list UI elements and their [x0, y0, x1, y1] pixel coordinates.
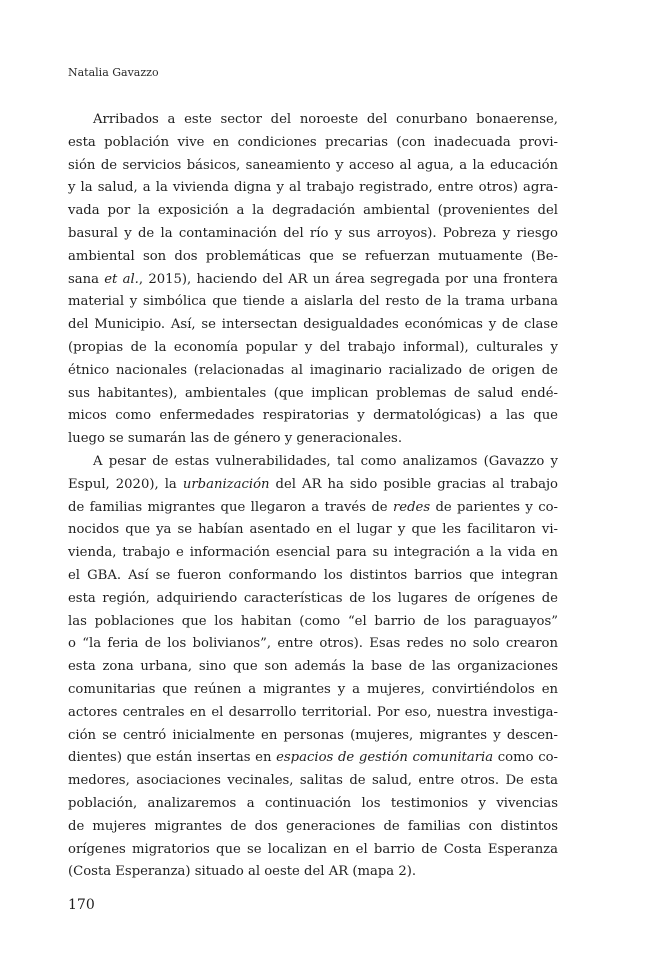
text-line: ción se centró inicialmente en personas (mujeres, migrantes y descen-	[68, 727, 558, 743]
text-line: ambiental son dos problemáticas que se refuerzan mutuamente (Be-	[68, 248, 558, 264]
paragraph-1	[68, 109, 558, 451]
text-line: (propias de la economía popular y del trabajo informal), culturales y	[68, 339, 558, 355]
text-line: de mujeres migrantes de dos generaciones de familias con distintos	[68, 818, 558, 834]
text-line: sana et al., 2015), haciendo del AR un área segregada por una frontera	[68, 271, 558, 287]
text-line: sus habitantes), ambientales (que implican problemas de salud endé-	[68, 385, 558, 401]
page-number: 170	[68, 897, 95, 913]
text-line: las poblaciones que los habitan (como “el barrio de los paraguayos”	[68, 613, 558, 629]
text-line: esta zona urbana, sino que son además la base de las organizaciones	[68, 659, 558, 675]
emphasis: et al.	[104, 271, 139, 287]
text-line: el GBA. Así se fueron conformando los distintos barrios que integran	[68, 567, 558, 583]
text-line: (Costa Esperanza) situado al oeste del AR (mapa 2).	[68, 864, 417, 880]
text-line: del Municipio. Así, se intersectan desigualdades económicas y de clase	[68, 317, 558, 333]
text-line: nocidos que ya se habían asentado en el lugar y que les facilitaron vi-	[68, 522, 558, 538]
text-line: esta región, adquiriendo características de los lugares de orígenes de	[68, 590, 558, 606]
text-line: de familias migrantes que llegaron a través de redes de parientes y co-	[68, 499, 559, 515]
text-line: material y simbólica que tiende a aislarla del resto de la trama urbana	[68, 294, 558, 310]
text-line: étnico nacionales (relacionadas al imaginario racializado de origen de	[68, 362, 558, 378]
text-line: actores centrales en el desarrollo territorial. Por eso, nuestra investiga-	[68, 704, 558, 720]
text-line: Espul, 2020), la urbanización del AR ha sido posible gracias al trabajo	[68, 476, 559, 492]
text-line: basural y de la contaminación del río y sus arroyos). Pobreza y riesgo	[68, 225, 558, 241]
text-line: población, analizaremos a continuación los testimonios y vivencias	[68, 795, 558, 811]
text-line: vada por la exposición a la degradación ambiental (provenientes del	[68, 203, 558, 219]
text-line: A pesar de estas vulnerabilidades, tal como analizamos (Gavazzo y	[93, 453, 558, 469]
text-line: esta población vive en condiciones precarias (con inadecuada provi-	[68, 134, 558, 150]
emphasis: urbanización	[182, 476, 270, 492]
text-line: dientes) que están insertas en espacios de gestión comunitaria como co-	[68, 750, 559, 766]
text-line: y la salud, a la vivienda digna y al trabajo registrado, entre otros) agra-	[68, 180, 558, 196]
text-line: sión de servicios básicos, saneamiento y acceso al agua, a la educación	[68, 157, 558, 173]
text-line: medores, asociaciones vecinales, salitas de salud, entre otros. De esta	[68, 773, 558, 789]
text-line: luego se sumarán las de género y generacionales.	[68, 431, 403, 447]
body-text	[68, 109, 558, 884]
running-header-author: Natalia Gavazzo	[68, 66, 159, 79]
emphasis: espacios de gestión comunitaria	[276, 750, 494, 766]
text-line: micos como enfermedades respiratorias y dermatológicas) a las que	[68, 408, 558, 424]
text-line: o “la feria de los bolivianos”, entre otros). Esas redes no solo crearon	[68, 636, 558, 652]
text-line: comunitarias que reúnen a migrantes y a mujeres, convirtiéndolos en	[68, 681, 558, 697]
text-line: vienda, trabajo e información esencial para su integración a la vida en	[68, 545, 558, 561]
emphasis: redes	[392, 499, 431, 515]
text-line: orígenes migratorios que se localizan en el barrio de Costa Esperanza	[68, 841, 558, 857]
paragraph-2	[68, 451, 558, 884]
text-line: Arribados a este sector del noroeste del conurbano bonaerense,	[93, 112, 558, 127]
